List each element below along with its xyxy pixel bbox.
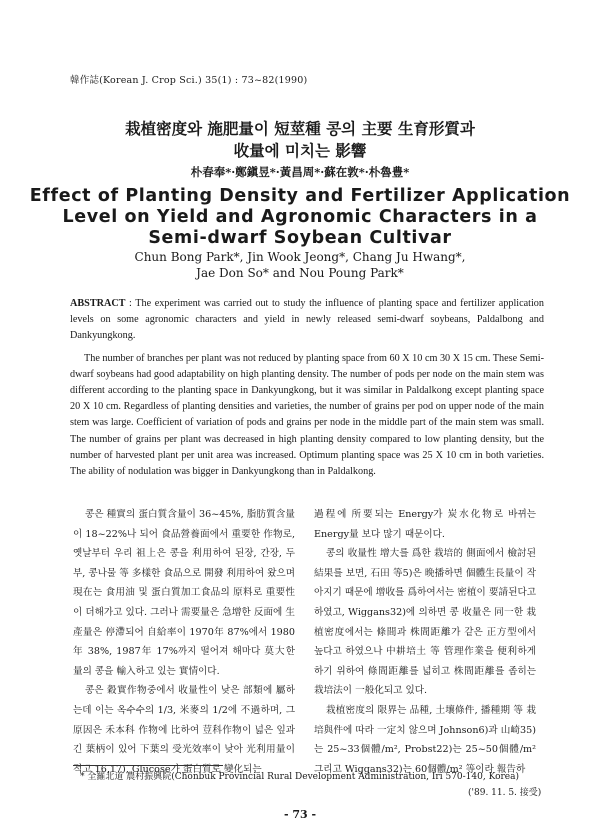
english-title-line-2: Level on Yield and Agronomic Characters in a	[62, 207, 538, 227]
abstract-paragraph-2: The number of branches per plant was not reduced by planting space from 60 X 10 cm 30 X 15 cm. These Semi-dwarf soybeans had good adaptability on high planting density. The number of pods per node on the main stem was different according to the planting space in Dankyungkong, but it was similar in Paldalkong except planting space 20 X 10 cm. Regardless of planting densities and varieties, the number of grains per pod on upper node of the main stem was large. Coefficient of variation of pods and grains per node in the middle part of the main stem was small. The number of grains per plant was decreased in high planting density compared to low planting density, but the number of harvested plant per unit area was increased. Optimum planting space was 25 X 10 cm in both varieties. The ability of nodulation was bigger in Dankyungkong than in Paldalkong.	[70, 352, 544, 478]
body-paragraph: 콩의 收量性 增大를 爲한 栽培的 側面에서 檢討된 結果를 보면, 石田 等5)은 晩播하면 個體生長量이 작아지기 때문에 增收를 爲하여서는 密植이 要請된다고 하였고, Wiggans32)에 의하면 콩 收量은 同一한 栽植密度에서는 條間과 株間距離가 같은 正方型에서 높다고 하였으나 中耕培土 等 管理作業을 便利하게 하기 위하여 條間距離를 넓히고 株間距離를 좁히는 栽培法이 一般化되고 있다.	[314, 548, 536, 697]
body-column-right	[314, 505, 536, 779]
body-paragraph: 栽植密度의 限界는 品種, 土壤條件, 播種期 等 栽培與件에 따라 一定치 않으며 Johnson6)과 山崎35)는 25~33個體/m², Probst22)는 25~50個體/m² 그리고 Wiggans32)는 60個體/m² 等이라 報告하	[314, 704, 536, 775]
footnote-divider	[73, 765, 223, 766]
affiliation-footnote: * 全羅北道 農村振興院(Chonbuk Provincial Rural Development Administration, Iri 570-140, Korea)	[80, 772, 519, 782]
body-paragraph: 콩은 種實의 蛋白質含量이 36~45%, 脂肪質含量이 18~22%나 되어 食品營養面에서 重要한 作物로, 옛날부터 우리 祖上은 콩을 利用하여 된장, 간장, 두부, 콩나물 等 多樣한 食品으로 開發 利用하여 왔으며 現在는 食用油 및 蛋白質加工食品의 原料로 重要性이 더해가고 있다. 그러나 需要量은 急增한 反面에 生產量은 停滯되어 自給率이 1970年 87%에서 1980年 38%, 1987年 17%까지 떨어져 해마다 莫大한 量의 콩을 輸入하고 있는 實情이다.	[73, 509, 295, 677]
page-number: - 73 -	[283, 808, 317, 821]
english-authors-line-2: Jae Don So* and Nou Poung Park*	[196, 266, 404, 280]
body-column-left	[73, 505, 295, 779]
received-date: ('89. 11. 5. 接受)	[468, 788, 542, 798]
abstract	[70, 296, 544, 486]
abstract-paragraph-1	[70, 296, 544, 345]
english-authors-line-1: Chun Bong Park*, Jin Wook Jeong*, Chang Ju Hwang*,	[134, 250, 466, 264]
korean-authors: 朴春奉*·鄭鎭昱*·黃昌周*·蘇在敦*·朴魯豊*	[190, 165, 410, 179]
abstract-label: ABSTRACT	[70, 298, 126, 309]
korean-title-line-2: 收量에 미치는 影響	[233, 141, 367, 160]
korean-title	[0, 118, 600, 162]
abstract-text-1: : The experiment was carried out to study the influence of planting space and fertilizer application levels on some agronomic characters and yield in newly released semi-dwarf soybeans, Paldalbong and Dankyungkong.	[70, 298, 544, 342]
body-paragraph: 過程에 所要되는 Energy가 炭水化物로 바뀌는 Energy量 보다 많기 때문이다.	[314, 509, 536, 540]
english-title	[0, 186, 600, 249]
english-authors	[0, 249, 600, 281]
english-title-line-3: Semi-dwarf Soybean Cultivar	[148, 228, 452, 248]
english-title-line-1: Effect of Planting Density and Fertilizer Application	[29, 186, 571, 206]
journal-citation: 韓作誌(Korean J. Crop Sci.) 35(1) : 73~82(1990)	[70, 75, 308, 86]
body-paragraph: 콩은 穀實作物중에서 收量性이 낮은 部類에 屬하는데 이는 옥수수의 1/3, 米麥의 1/2에 不過하며, 그 原因은 禾本科 作物에 比하여 荳科作物이 넓은 잎과 긴 葉柄이 있어 下葉의 受光效率이 낮아 光利用量이 적고 16,17), Glucose가 蛋白質로 變化되는	[73, 685, 295, 775]
korean-title-line-1: 栽植密度와 施肥量이 短莖種 콩의 主要 生育形質과	[125, 119, 475, 138]
